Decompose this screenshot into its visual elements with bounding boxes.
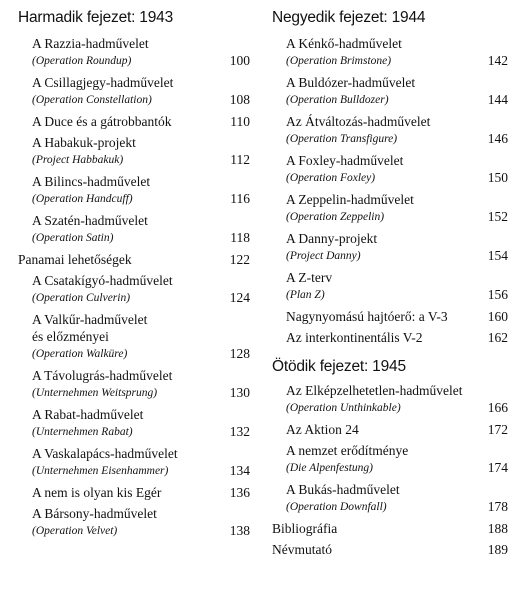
chapter-heading: Ötödik fejezet: 1945 (272, 358, 406, 375)
list-item (18, 445, 250, 480)
page-number: 152 (487, 209, 508, 224)
entry-subtitle: (Operation Unthinkable) (286, 402, 401, 414)
entry-subtitle: (Plan Z) (286, 289, 325, 301)
list-item (18, 251, 250, 268)
entry-title: A Rabat-hadművelet (32, 407, 144, 422)
page-number: 156 (487, 287, 508, 302)
entry-title: A Duce és a gátrobbantók (32, 114, 172, 129)
entry-title: A Buldózer-hadművelet (286, 75, 416, 90)
chapter-heading: Negyedik fejezet: 1944 (272, 9, 426, 26)
entry-subtitle: (Operation Walküre) (32, 348, 128, 360)
entry-title: A Razzia-hadművelet (32, 36, 149, 51)
list-item (18, 35, 250, 70)
page-number: 174 (487, 460, 508, 475)
entry-title: A Kénkő-hadművelet (286, 36, 402, 51)
list-item (18, 134, 250, 169)
list-item (272, 329, 508, 346)
page-number: 162 (487, 330, 508, 345)
page-number: 160 (487, 309, 508, 324)
entry-subtitle: (Project Habbakuk) (32, 154, 124, 166)
list-item (272, 520, 508, 537)
entry-title: A Valkűr-hadművelet (32, 312, 148, 327)
page-number: 188 (487, 521, 508, 536)
list-item (18, 212, 250, 247)
page-number: 166 (487, 400, 508, 415)
list-item (272, 113, 508, 148)
page-number: 144 (487, 92, 508, 107)
page-number: 142 (487, 53, 508, 68)
entry-title: A Szatén-hadművelet (32, 213, 148, 228)
entry-title: Névmutató (272, 542, 332, 557)
page-number: 116 (230, 191, 250, 206)
entry-subtitle: (Operation Velvet) (32, 525, 118, 537)
page-number: 122 (229, 252, 250, 267)
entry-title-continued: és előzményei (32, 329, 109, 344)
entry-title: Az interkontinentális V-2 (286, 330, 423, 345)
list-item (272, 421, 508, 438)
entry-subtitle: (Operation Bulldozer) (286, 94, 389, 106)
entry-title: Nagynyomású hajtóerő: a V-3 (286, 309, 448, 324)
page-number: 118 (230, 230, 250, 245)
list-item (18, 113, 250, 130)
list-item (272, 382, 508, 417)
list-item (18, 272, 250, 307)
list-item (18, 406, 250, 441)
page-number: 136 (229, 485, 250, 500)
entry-subtitle: (Operation Satin) (32, 232, 114, 244)
list-item (272, 230, 508, 265)
page-number: 130 (229, 385, 250, 400)
entry-title: A Vaskalapács-hadművelet (32, 446, 178, 461)
entry-title: A Bukás-hadművelet (286, 482, 400, 497)
entry-title: Az Átváltozás-hadművelet (286, 114, 431, 129)
entry-title: A Z-terv (286, 270, 333, 285)
page-number: 128 (229, 346, 250, 361)
list-item (18, 367, 250, 402)
page-number: 150 (487, 170, 508, 185)
entry-subtitle: (Operation Brimstone) (286, 55, 392, 67)
toc-column-left (18, 8, 250, 544)
entry-title: A nemzet erődítménye (286, 443, 409, 458)
page-number: 134 (229, 463, 250, 478)
entry-title: A Bilincs-hadművelet (32, 174, 151, 189)
entry-title: A Csatakígyó-hadművelet (32, 273, 173, 288)
page-number: 138 (229, 523, 250, 538)
list-item (18, 484, 250, 501)
list-item (272, 74, 508, 109)
list-item (272, 481, 508, 516)
chapter-heading: Harmadik fejezet: 1943 (18, 9, 173, 26)
page-number: 132 (229, 424, 250, 439)
list-item (272, 35, 508, 70)
entry-title: A Távolugrás-hadművelet (32, 368, 173, 383)
entry-subtitle: (Unternehmen Eisenhammer) (32, 465, 169, 477)
list-item (272, 152, 508, 187)
page-number: 189 (487, 542, 508, 557)
entry-title: A Bársony-hadművelet (32, 506, 157, 521)
page-number: 112 (230, 152, 250, 167)
list-item (272, 442, 508, 477)
entry-title: A Habakuk-projekt (32, 135, 136, 150)
entry-title: Az Aktion 24 (286, 422, 359, 437)
page-number: 178 (487, 499, 508, 514)
page-number: 154 (487, 248, 508, 263)
list-item (18, 173, 250, 208)
page-number: 172 (487, 422, 508, 437)
list-item (272, 308, 508, 325)
entry-title: A Foxley-hadművelet (286, 153, 404, 168)
entry-title: Bibliográfia (272, 521, 338, 536)
entry-subtitle: (Die Alpenfestung) (286, 462, 373, 474)
entry-title: A Danny-projekt (286, 231, 378, 246)
entry-title: Panamai lehetőségek (18, 252, 132, 267)
list-item (18, 311, 250, 363)
entry-title: A Zeppelin-hadművelet (286, 192, 414, 207)
list-item (18, 74, 250, 109)
entry-title: Az Elképzelhetetlen-hadművelet (286, 383, 463, 398)
entry-title: A Csillagjegy-hadművelet (32, 75, 174, 90)
entry-subtitle: (Operation Culverin) (32, 292, 131, 304)
entry-subtitle: (Operation Roundup) (32, 55, 132, 67)
entry-subtitle: (Operation Foxley) (286, 172, 376, 184)
page-number: 108 (229, 92, 250, 107)
page-number: 124 (229, 290, 250, 305)
list-item (18, 505, 250, 540)
page-number: 110 (230, 114, 250, 129)
entry-subtitle: (Operation Zeppelin) (286, 211, 385, 223)
entry-title: A nem is olyan kis Egér (32, 485, 162, 500)
entry-subtitle: (Operation Constellation) (32, 94, 152, 106)
entry-subtitle: (Operation Transfigure) (286, 133, 398, 145)
entry-subtitle: (Unternehmen Rabat) (32, 426, 133, 438)
list-item (272, 269, 508, 304)
entry-subtitle: (Project Danny) (286, 250, 361, 262)
entry-subtitle: (Operation Handcuff) (32, 193, 133, 205)
list-item (272, 541, 508, 558)
page-number: 146 (487, 131, 508, 146)
toc-column-right (272, 8, 508, 562)
entry-subtitle: (Unternehmen Weitsprung) (32, 387, 158, 399)
list-item (272, 191, 508, 226)
entry-subtitle: (Operation Downfall) (286, 501, 387, 513)
page-number: 100 (229, 53, 250, 68)
